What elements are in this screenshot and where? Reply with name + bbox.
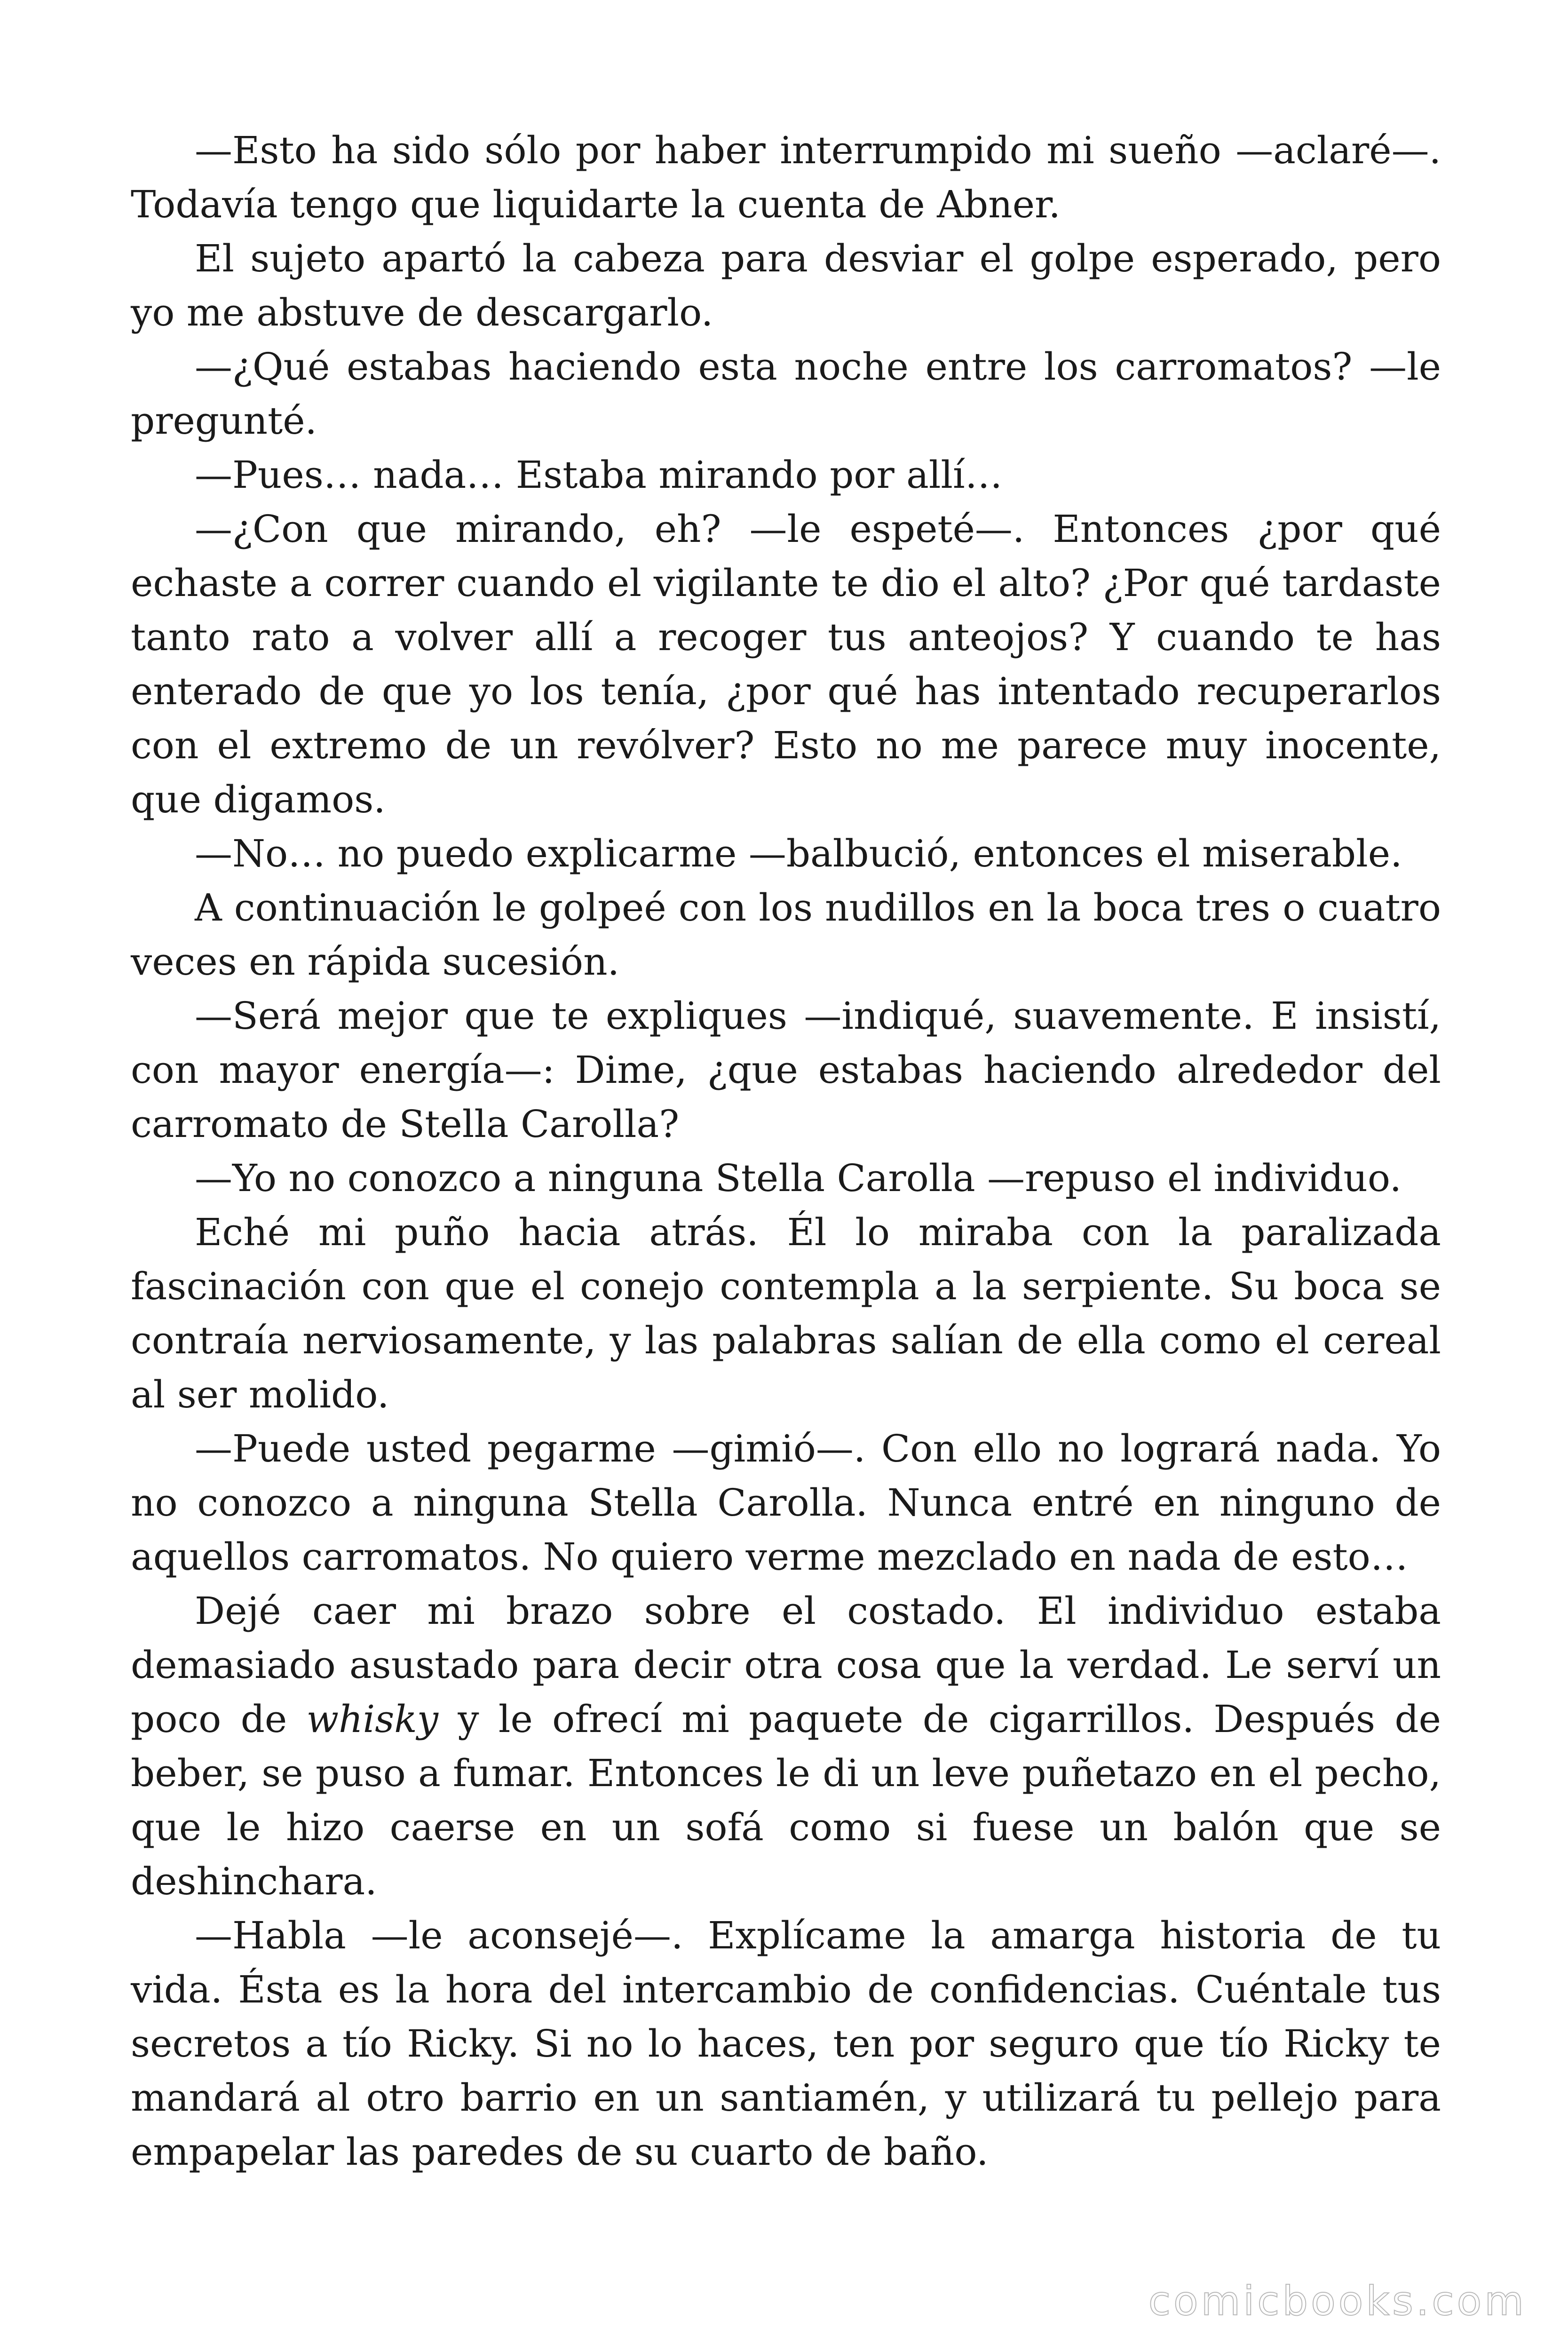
paragraph: —¿Con que mirando, eh? —le espeté—. Entonces ¿por qué echaste a correr cuando el vigilante te dio el alto? ¿Por qué tardaste tanto rato a volver allí a recoger tus anteojos? Y cuando te has enterado de que yo los tenía, ¿por qué has intentado recuperarlos con el extremo de un revólver? Esto no me parece muy inocente, que digamos.: [131, 507, 1441, 821]
paragraph: —Puede usted pegarme —gimió—. Con ello no logrará nada. Yo no conozco a ninguna Stella Carolla. Nunca entré en ninguno de aquellos carromatos. No quiero verme mezclado en nada de esto…: [131, 1427, 1441, 1579]
italic-word: whisky: [306, 1697, 438, 1741]
paragraph: A continuación le golpeé con los nudillos en la boca tres o cuatro veces en rápida sucesión.: [131, 886, 1441, 984]
paragraph: —Yo no conozco a ninguna Stella Carolla —repuso el individuo.: [195, 1156, 1402, 1200]
paragraph: —No… no puedo explicarme —balbució, entonces el miserable.: [195, 832, 1402, 875]
paragraph: —Será mejor que te expliques —indiqué, suavemente. E insistí, con mayor energía—: Dime, ¿que estabas haciendo alrededor del carromato de Stella Carolla?: [131, 994, 1441, 1146]
paragraph-text: y le ofrecí mi paquete de cigarrillos. Después de beber, se puso a fumar. Entonces le di un leve puñetazo en el pecho, que le hizo caerse en un sofá como si fuese un balón que se deshinchara.: [131, 1697, 1441, 1903]
watermark: comicbooks.com: [1148, 2278, 1527, 2325]
paragraph-text: Dejé caer mi brazo sobre el costado. El individuo estaba demasiado asustado para decir otra cosa que la verdad. Le serví un poco de: [131, 1589, 1441, 1741]
paragraph: —Pues… nada… Estaba mirando por allí…: [195, 453, 1003, 497]
page-body: [131, 123, 1441, 2179]
paragraph: El sujeto apartó la cabeza para desviar el golpe esperado, pero yo me abstuve de descargarlo.: [131, 237, 1441, 334]
paragraph: Eché mi puño hacia atrás. Él lo miraba con la paralizada fascinación con que el conejo contempla a la serpiente. Su boca se contraía nerviosamente, y las palabras salían de ella como el cereal al ser molido.: [131, 1210, 1441, 1416]
paragraph: —Habla —le aconsejé—. Explícame la amarga historia de tu vida. Ésta es la hora del intercambio de confidencias. Cuéntale tus secretos a tío Ricky. Si no lo haces, ten por seguro que tío Ricky te mandará al otro barrio en un santiamén, y utilizará tu pellejo para empapelar las paredes de su cuarto de baño.: [131, 1914, 1441, 2174]
paragraph: —Esto ha sido sólo por haber interrumpido mi sueño —aclaré—. Todavía tengo que liquidarte la cuenta de Abner.: [131, 128, 1441, 226]
paragraph: [131, 1584, 1441, 1908]
paragraph: —¿Qué estabas haciendo esta noche entre los carromatos? —le pregunté.: [131, 345, 1441, 443]
